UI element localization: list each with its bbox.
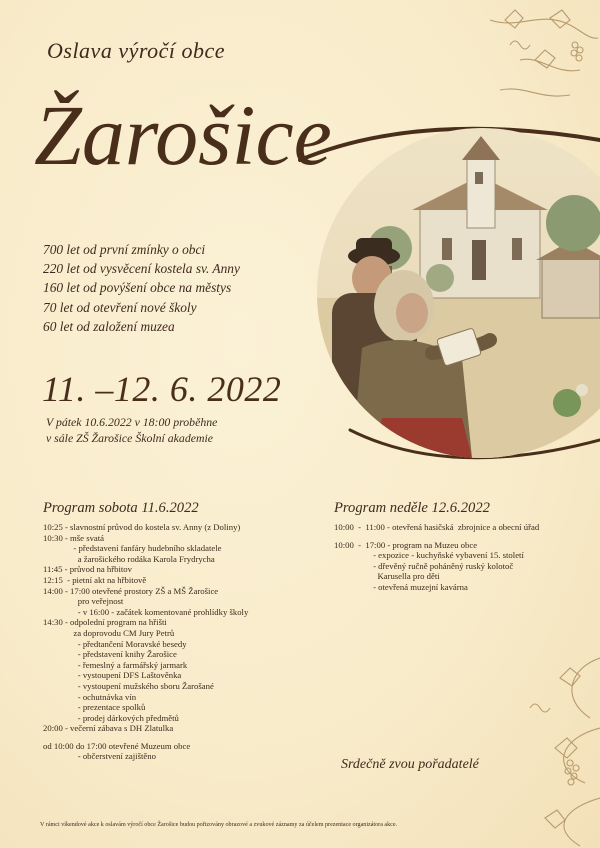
saturday-heading: Program sobota 11.6.2022 (43, 500, 199, 516)
program-line: - otevřená muzejní kavárna (334, 581, 468, 592)
program-line: - dřevěný ručně poháněný ruský kolotoč (334, 560, 514, 571)
event-dates: 11. –12. 6. 2022 (42, 369, 282, 409)
event-subtitle: Oslava výročí obce (47, 38, 226, 63)
program-line: 12:15 - pietní akt na hřbitově (43, 574, 147, 585)
program-line: - prodej dárkových předmětů (43, 712, 179, 723)
program-line: - předtančení Moravské besedy (43, 638, 187, 649)
anniversary-item: 160 let od povýšení obce na městys (43, 280, 232, 296)
program-line: - občerstvení zajištěno (43, 751, 156, 762)
friday-note-line: v sále ZŠ Žarošice Školní akademie (46, 430, 213, 445)
program-line: 10:25 - slavnostní průvod do kostela sv. Anny (z Doliny) (43, 522, 241, 532)
anniversary-item: 60 let od založení muzea (43, 318, 175, 334)
anniversary-item: 70 let od otevření nové školy (43, 299, 197, 315)
anniversary-item: 220 let od vysvěcení kostela sv. Anny (43, 261, 240, 277)
program-line: a žarošického rodáka Karola Frydrycha (43, 553, 215, 564)
program-line: od 10:00 do 17:00 otevřené Muzeum obce (43, 740, 191, 751)
program-line: za doprovodu CM Jury Petrů (43, 627, 175, 638)
program-line: Karusella pro děti (334, 571, 440, 582)
program-line: pro veřejnost (43, 596, 124, 607)
village-painting-illustration (312, 128, 600, 458)
program-line: - řemeslný a farmářský jarmark (43, 659, 188, 670)
program-line: 20:00 - večerní zábava s DH Zlatulka (43, 723, 174, 734)
anniversaries-list (43, 240, 240, 336)
town-title: Žarošice (34, 87, 332, 183)
grapevine-ornament-top-right (480, 0, 600, 110)
program-line: - expozice - kuchyňské vybavení 15. století (334, 550, 524, 561)
program-line: - představení fanfáry hudebního skladatele (43, 543, 222, 554)
program-line: 10:30 - mše svatá (43, 532, 105, 543)
footer-notice: V rámci víkendové akce k oslavám výročí obce Žarošice budou pořizovány obrazové a zvukové záznamy za účelem prezentace organizátora akce. (40, 822, 398, 828)
program-spacer (334, 533, 539, 540)
anniversary-item: 700 let od první zmínky o obci (43, 242, 206, 257)
sunday-heading: Program neděle 12.6.2022 (334, 500, 490, 516)
grapevine-ornament-bottom-right (500, 648, 600, 848)
program-line: 11:45 - průvod na hřbitov (43, 564, 132, 575)
program-line: 14:00 - 17:00 otevřené prostory ZŠ a MŠ Žarošice (43, 585, 219, 596)
program-line: - prezentace spolků (43, 702, 146, 713)
sunday-program (334, 522, 539, 593)
closing-invitation: Srdečně zvou pořadatelé (341, 757, 479, 772)
program-line: - ochutnávka vín (43, 691, 137, 702)
program-line: - představení knihy Žarošice (43, 649, 177, 660)
program-line: - vystoupení DFS Laštověnka (43, 670, 182, 681)
friday-note-line: V pátek 10.6.2022 v 18:00 proběhne (46, 415, 218, 429)
saturday-program (43, 522, 248, 762)
program-line: - v 16:00 - začátek komentované prohlídky školy (43, 606, 249, 617)
program-line: 10:00 - 17:00 - program na Muzeu obce (334, 539, 478, 550)
program-line: 10:00 - 11:00 - otevřená hasičská zbrojnice a obecní úřad (334, 522, 540, 532)
program-line: 14:30 - odpolední program na hřišti (43, 617, 167, 628)
program-line: - vystoupení mužského sboru Žarošané (43, 680, 214, 691)
friday-note (46, 415, 217, 446)
program-spacer (43, 734, 248, 741)
